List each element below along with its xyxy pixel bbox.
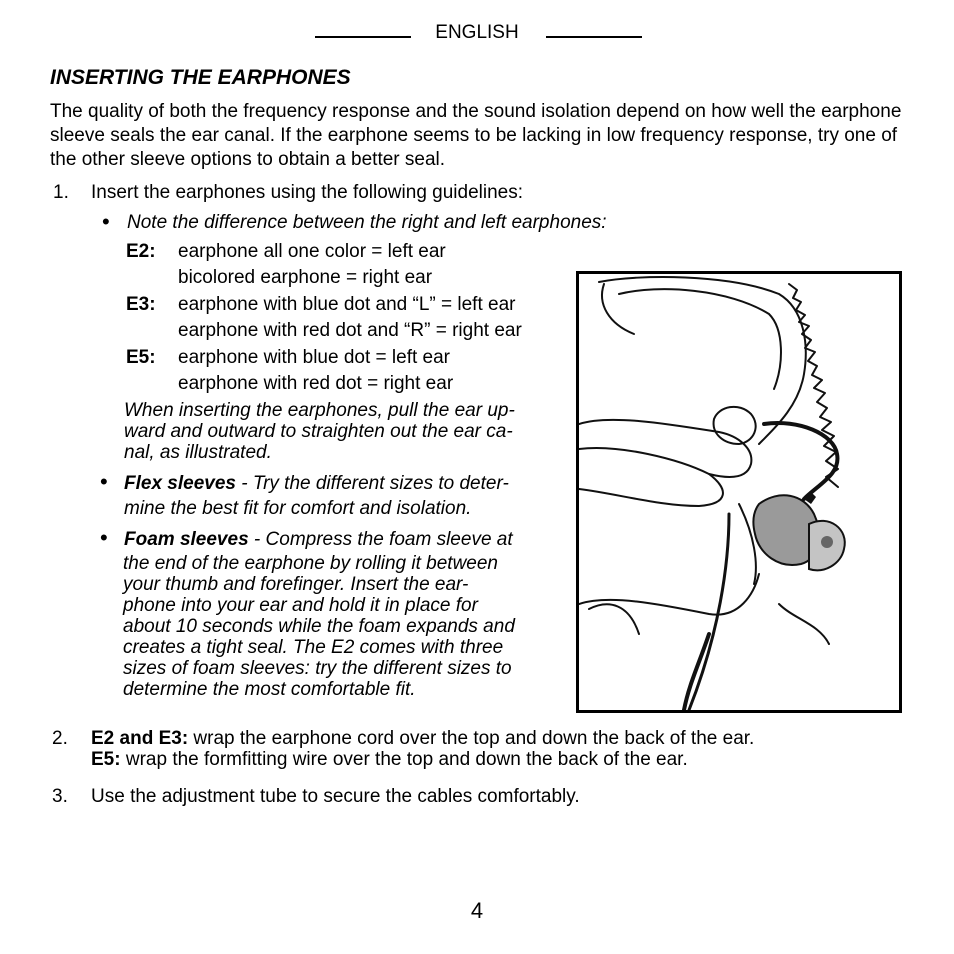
model-e2-line2: bicolored earphone = right ear [178,267,433,288]
hair-edge [789,284,838,487]
bullet-dot: • [102,209,110,234]
page-number: 4 [470,898,484,923]
earphone-tip [821,536,833,548]
flex-sleeves-text: mine the best fit for comfort and isolation. [124,498,472,519]
foam-line: sizes of foam sleeves: try the different sizes to [123,658,512,679]
ear-outline [599,277,806,444]
model-e2-line1: earphone all one color = left ear [178,241,446,262]
foam-sleeves-title: Foam sleeves [124,529,249,550]
model-label-e5: E5: [126,347,156,368]
model-e3-line2: earphone with red dot and “R” = right ear [178,320,522,341]
model-label-e2: E2: [126,241,156,262]
insert-tip-line: When inserting the earphones, pull the ear up- [124,400,515,421]
ear-inner-fold [619,289,781,389]
intro-paragraph: The quality of both the frequency response and the sound isolation depend on how well the earphone sleeve seals the ear canal. If the earphone seems to be lacking in low frequency response, try one of the other sleeve options to obtain a better seal. [50,101,902,170]
foam-sleeves-line [124,529,513,551]
foam-line: creates a tight seal. The E2 comes with three [123,637,504,658]
model-e3-line1: earphone with blue dot and “L” = left ear [178,294,516,315]
flex-sleeves-text: - Try the different sizes to deter- [235,473,509,494]
bullet-dot: • [100,525,108,550]
model-e5-line1: earphone with blue dot = left ear [178,347,450,368]
foam-line: your thumb and forefinger. Insert the ear- [123,574,469,595]
foam-line: phone into your ear and hold it in place for [123,595,478,616]
finger-middle [579,448,723,506]
flex-sleeves-title: Flex sleeves [124,473,236,494]
bullet-dot: • [100,469,108,494]
step-text: Use the adjustment tube to secure the cables comfortably. [91,786,580,807]
step-2-label-a: E2 and E3: [91,728,189,749]
flex-sleeves-line [124,473,509,495]
insert-tip-line: nal, as illustrated. [124,442,272,463]
foam-line: determine the most comfortable fit. [123,679,416,700]
step-number: 3. [52,786,68,807]
lower-wire [684,634,709,710]
step-2-text-b: wrap the formfitting wire over the top and down the back of the ear. [120,749,688,770]
step-text: Insert the earphones using the following guidelines: [91,182,524,203]
step-number: 1. [53,182,69,203]
step-number: 2. [52,728,68,749]
model-e5-line2: earphone with red dot = right ear [178,373,454,394]
ear-hand-drawing [579,274,899,710]
language-label: ENGLISH [435,22,519,43]
bullet-note: Note the difference between the right and left earphones: [127,212,607,233]
header-rule-right [546,36,642,38]
step-2-line-a [91,728,754,750]
section-title: INSERTING THE EARPHONES [50,66,351,89]
step-2-line-b [91,749,688,771]
step-2-text-a: wrap the earphone cord over the top and down the back of the ear. [188,728,755,749]
foam-line: about 10 seconds while the foam expands and [123,616,515,637]
insert-tip-line: ward and outward to straighten out the ear ca- [124,421,513,442]
foam-line: the end of the earphone by rolling it between [123,553,498,574]
hand-lower [579,574,759,615]
model-label-e3: E3: [126,294,156,315]
ear-insertion-illustration [576,271,902,713]
step-2-label-b: E5: [91,749,121,770]
foam-sleeves-text: - Compress the foam sleeve at [248,529,513,550]
